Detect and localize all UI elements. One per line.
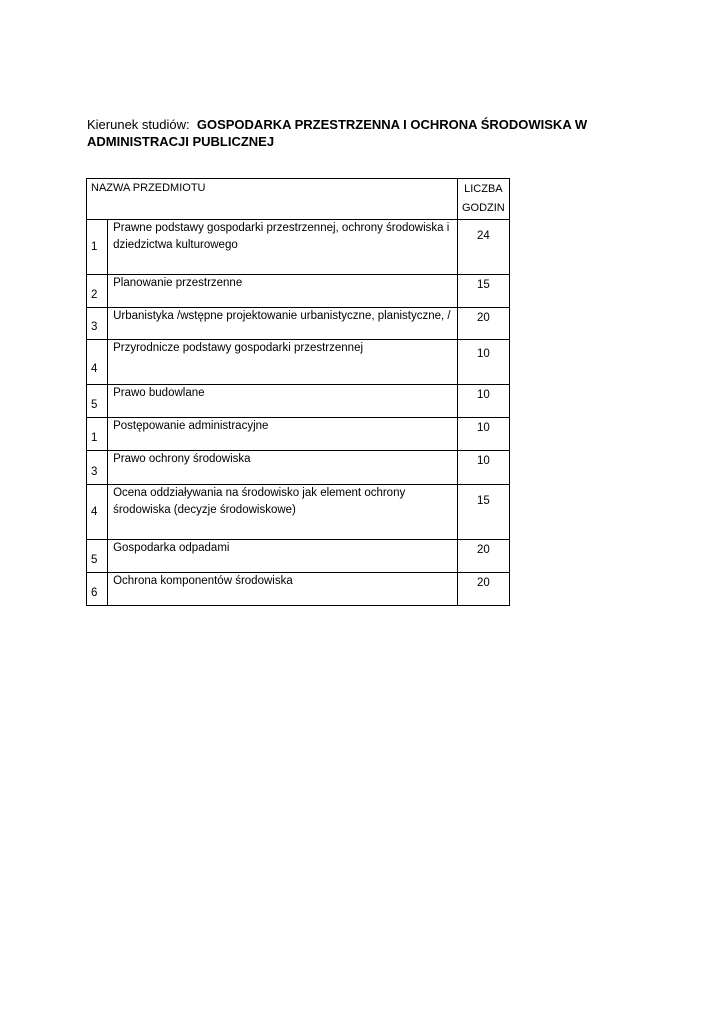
table-row: [87, 418, 510, 451]
course-name: Ocena oddziaływania na środowisko jak element ochrony środowiska (decyzje środowiskowe): [108, 485, 458, 540]
course-hours: 10: [457, 340, 509, 385]
header-hours: [457, 179, 509, 220]
course-hours: 15: [457, 485, 509, 540]
row-number: 4: [87, 485, 108, 540]
course-name: Przyrodnicze podstawy gospodarki przestrzennej: [108, 340, 458, 385]
header-hours-line2: GODZIN: [461, 202, 505, 214]
row-number: 2: [87, 275, 108, 308]
course-name: Prawne podstawy gospodarki przestrzennej, ochrony środowiska i dziedzictwa kulturowego: [108, 220, 458, 275]
row-number: 1: [87, 418, 108, 451]
table-row: [87, 275, 510, 308]
course-name: Planowanie przestrzenne: [108, 275, 458, 308]
heading-prefix: Kierunek studiów:: [87, 117, 190, 132]
course-name: Urbanistyka /wstępne projektowanie urbanistyczne, planistyczne, /: [108, 308, 458, 340]
table-row: [87, 451, 510, 485]
table-header-row: [87, 179, 510, 220]
table-row: [87, 308, 510, 340]
course-hours: 10: [457, 418, 509, 451]
header-course-name: NAZWA PRZEDMIOTU: [87, 179, 458, 220]
heading-major-line1: GOSPODARKA PRZESTRZENNA I OCHRONA ŚRODOWISKA W: [196, 117, 588, 132]
course-name: Prawo ochrony środowiska: [108, 451, 458, 485]
courses-table: [86, 178, 510, 606]
course-hours: 20: [457, 573, 509, 606]
row-number: 5: [87, 385, 108, 418]
row-number: 4: [87, 340, 108, 385]
course-name: Postępowanie administracyjne: [108, 418, 458, 451]
table-row: [87, 220, 510, 275]
row-number: 3: [87, 451, 108, 485]
heading-major-line2: ADMINISTRACJI PUBLICZNEJ: [87, 134, 275, 149]
table-row: [87, 485, 510, 540]
row-number: 3: [87, 308, 108, 340]
row-number: 1: [87, 220, 108, 275]
course-hours: 15: [457, 275, 509, 308]
course-name: Prawo budowlane: [108, 385, 458, 418]
document-heading: [87, 116, 647, 150]
table-row: [87, 385, 510, 418]
table-row: [87, 340, 510, 385]
course-hours: 24: [457, 220, 509, 275]
course-hours: 20: [457, 540, 509, 573]
course-name: Gospodarka odpadami: [108, 540, 458, 573]
course-hours: 10: [457, 385, 509, 418]
table-row: [87, 573, 510, 606]
course-hours: 10: [457, 451, 509, 485]
header-hours-line1: LICZBA: [464, 183, 503, 195]
row-number: 6: [87, 573, 108, 606]
course-name: Ochrona komponentów środowiska: [108, 573, 458, 606]
course-hours: 20: [457, 308, 509, 340]
table-row: [87, 540, 510, 573]
row-number: 5: [87, 540, 108, 573]
